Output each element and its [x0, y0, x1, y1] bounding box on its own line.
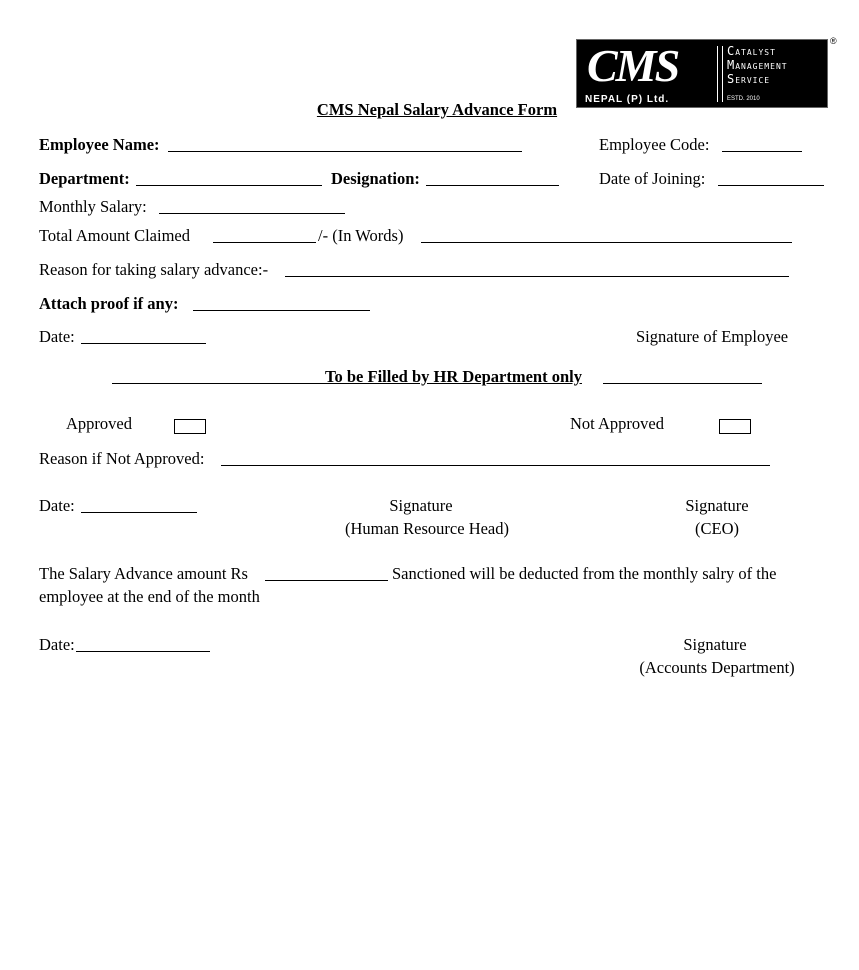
monthly-salary-field[interactable]	[159, 213, 345, 214]
reason-label: Reason for taking salary advance:-	[39, 260, 269, 279]
employee-name-field[interactable]	[168, 151, 522, 152]
logo-line2: Management	[727, 58, 788, 72]
sanction-text-start: The Salary Advance amount Rs	[39, 564, 248, 583]
amount-words-field[interactable]	[421, 242, 792, 243]
sanction-text-end: Sanctioned will be deducted from the monthly salry of the	[392, 564, 777, 583]
company-logo	[576, 39, 828, 108]
hr-head-role: (Human Resource Head)	[344, 519, 510, 538]
amount-words-label: /- (In Words)	[318, 226, 404, 245]
employee-name-label: Employee Name:	[39, 135, 160, 154]
not-approved-reason-label: Reason if Not Approved:	[39, 449, 205, 468]
approved-checkbox[interactable]	[174, 419, 206, 434]
amount-claimed-field[interactable]	[213, 242, 316, 243]
logo-estd: ESTD. 2010	[727, 96, 760, 102]
accounts-signature-label: Signature	[683, 635, 747, 654]
logo-sub: NEPAL (P) Ltd.	[585, 94, 670, 105]
sanction-text-line2: employee at the end of the month	[39, 587, 260, 606]
ceo-role: (CEO)	[695, 519, 739, 538]
hr-heading-rule-right	[603, 383, 762, 384]
hr-head-signature-label: Signature	[389, 496, 453, 515]
hr-date-label: Date:	[39, 496, 75, 515]
employee-date-field[interactable]	[81, 343, 206, 344]
hr-heading: To be Filled by HR Department only	[325, 367, 582, 386]
registered-mark: ®	[830, 36, 837, 46]
hr-date-field[interactable]	[81, 512, 197, 513]
department-label: Department:	[39, 169, 130, 188]
hr-heading-rule-left	[112, 383, 325, 384]
approved-label: Approved	[66, 414, 132, 433]
employee-signature-label: Signature of Employee	[636, 327, 789, 346]
designation-field[interactable]	[426, 185, 559, 186]
amount-claimed-label: Total Amount Claimed	[39, 226, 190, 245]
designation-label: Designation:	[331, 169, 420, 188]
monthly-salary-label: Monthly Salary:	[39, 197, 147, 216]
logo-text	[727, 44, 788, 86]
not-approved-label: Not Approved	[570, 414, 664, 433]
sanction-amount-field[interactable]	[265, 580, 388, 581]
employee-date-label: Date:	[39, 327, 75, 346]
department-field[interactable]	[136, 185, 322, 186]
accounts-role: (Accounts Department)	[639, 658, 795, 677]
employee-code-label: Employee Code:	[599, 135, 710, 154]
logo-mark: CMS	[587, 40, 679, 91]
logo-line3: Service	[727, 72, 771, 86]
accounts-date-field[interactable]	[76, 651, 210, 652]
not-approved-checkbox[interactable]	[719, 419, 751, 434]
not-approved-reason-field[interactable]	[221, 465, 770, 466]
ceo-signature-label: Signature	[685, 496, 749, 515]
form-title: CMS Nepal Salary Advance Form	[316, 100, 558, 119]
attach-proof-label: Attach proof if any:	[39, 294, 179, 313]
joining-date-field[interactable]	[718, 185, 824, 186]
accounts-date-label: Date:	[39, 635, 75, 654]
logo-line1: Catalyst	[727, 44, 776, 58]
attach-proof-field[interactable]	[193, 310, 370, 311]
reason-field[interactable]	[285, 276, 789, 277]
employee-code-field[interactable]	[722, 151, 802, 152]
joining-date-label: Date of Joining:	[599, 169, 706, 188]
logo-divider	[717, 46, 723, 102]
